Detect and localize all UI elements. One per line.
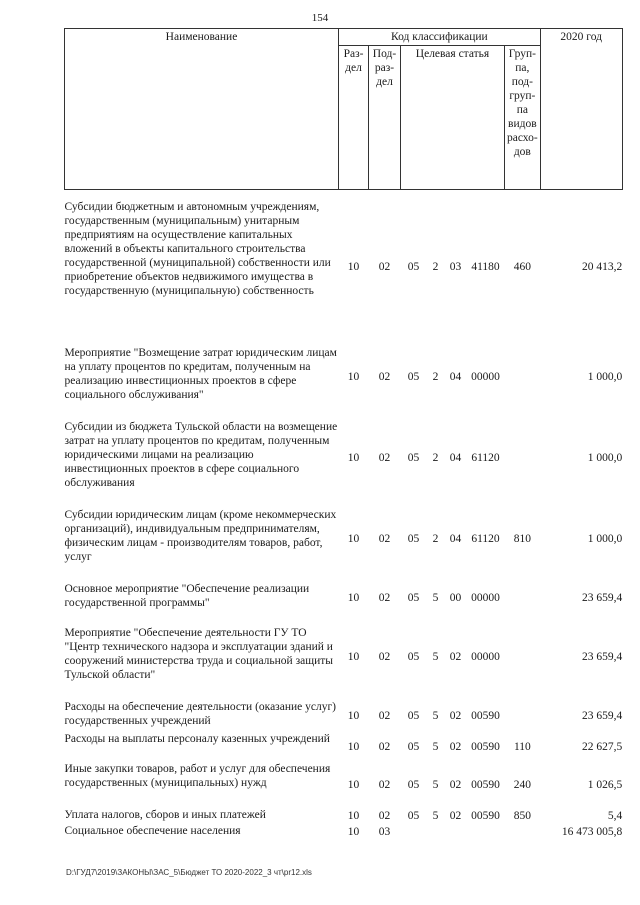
cell-name: Мероприятие "Обеспечение деятельности ГУ ТО "Центр технического надзора и эксплуатации зданий и сооружений министерства труда и социальной защиты Тульской области" xyxy=(64,627,333,681)
cell-podrazdel: 03 xyxy=(378,826,391,838)
cell-target-direction: 00000 xyxy=(471,651,500,663)
cell-name: Субсидии из бюджета Тульской области на возмещение затрат на уплату процентов по кредитам, полученным юридическими лицами на реализацию инвестиционных проектов в сфере социального обслуживания xyxy=(64,421,338,489)
cell-target-event: 02 xyxy=(449,710,462,722)
cell-name: Иные закупки товаров, работ и услуг для обеспечения государственных (муниципальных) нужд xyxy=(64,763,331,789)
cell-target-event xyxy=(445,824,467,840)
cell-razdel: 10 xyxy=(347,710,360,722)
cell-expense-group: 240 xyxy=(513,779,531,791)
cell-target-subprogram: 5 xyxy=(432,710,439,722)
cell-target-program: 05 xyxy=(407,592,420,604)
cell-name: Расходы на обеспечение деятельности (оказание услуг) государственных учреждений xyxy=(64,701,336,727)
cell-target-program: 05 xyxy=(407,371,420,383)
cell-amount: 1 000,0 xyxy=(587,452,623,464)
cell-name: Субсидии бюджетным и автономным учреждениям, государственным (муниципальным) унитарным предприятиям на осуществление капитальных вложений в объекты капитального строительства государственной (муниципальной) собственности или приобретение объектов недвижимого имущества в государственную (муниципальную) собственность xyxy=(64,201,331,297)
cell-amount: 1 000,0 xyxy=(587,533,623,545)
cell-target-direction: 00590 xyxy=(471,741,500,753)
cell-target-subprogram: 5 xyxy=(432,779,439,791)
cell-expense-group xyxy=(505,346,541,408)
cell-target-direction: 00590 xyxy=(471,710,500,722)
cell-expense-group xyxy=(505,626,541,688)
header-year: 2020 год xyxy=(540,29,622,190)
table-row xyxy=(65,200,623,334)
cell-expense-group: 110 xyxy=(513,741,531,753)
row-spacer xyxy=(65,496,623,508)
cell-target-event: 04 xyxy=(449,533,462,545)
cell-target-subprogram: 5 xyxy=(432,810,439,822)
cell-target-subprogram xyxy=(427,824,445,840)
table-row xyxy=(65,762,623,808)
header-podrazdel: Под- раз- дел xyxy=(369,46,401,190)
row-spacer xyxy=(65,190,623,201)
table-row xyxy=(65,420,623,496)
cell-razdel: 10 xyxy=(347,261,360,273)
cell-target-program: 05 xyxy=(407,779,420,791)
cell-razdel: 10 xyxy=(347,592,360,604)
cell-target-direction: 61120 xyxy=(471,533,500,545)
cell-target-subprogram: 2 xyxy=(432,533,439,545)
cell-name: Социальное обеспечение населения xyxy=(64,825,241,837)
cell-target-direction: 00590 xyxy=(471,779,500,791)
cell-podrazdel: 02 xyxy=(378,741,391,753)
cell-target-subprogram: 5 xyxy=(432,592,439,604)
cell-razdel: 10 xyxy=(347,371,360,383)
cell-target-direction: 00590 xyxy=(471,810,500,822)
cell-target-program: 05 xyxy=(407,261,420,273)
cell-target-event: 00 xyxy=(449,592,462,604)
cell-amount: 23 659,4 xyxy=(581,710,623,722)
cell-target-subprogram: 2 xyxy=(432,371,439,383)
cell-name: Мероприятие "Возмещение затрат юридическим лицам на уплату процентов по кредитам, полученным на реализацию инвестиционных проектов в сфере социального обслуживания" xyxy=(64,347,337,401)
header-classification: Код классификации xyxy=(339,29,541,46)
header-target: Целевая статья xyxy=(401,46,505,190)
cell-amount: 23 659,4 xyxy=(581,651,623,663)
cell-target-program: 05 xyxy=(407,710,420,722)
table-row xyxy=(65,626,623,688)
cell-target-event: 02 xyxy=(449,779,462,791)
cell-target-event: 04 xyxy=(449,452,462,464)
row-spacer xyxy=(65,570,623,582)
cell-name: Расходы на выплаты персоналу казенных учреждений xyxy=(64,733,330,745)
cell-razdel: 10 xyxy=(347,826,360,838)
table-row xyxy=(65,508,623,570)
cell-target-direction xyxy=(467,824,505,840)
cell-podrazdel: 02 xyxy=(378,710,391,722)
row-spacer xyxy=(65,614,623,626)
cell-target-subprogram: 2 xyxy=(432,452,439,464)
cell-expense-group xyxy=(505,420,541,496)
cell-podrazdel: 02 xyxy=(378,452,391,464)
cell-razdel: 10 xyxy=(347,741,360,753)
cell-amount: 16 473 005,8 xyxy=(561,826,623,838)
cell-amount: 20 413,2 xyxy=(581,261,623,273)
cell-target-program: 05 xyxy=(407,810,420,822)
cell-target-direction: 41180 xyxy=(471,261,500,273)
cell-target-event: 02 xyxy=(449,741,462,753)
cell-amount: 23 659,4 xyxy=(581,592,623,604)
cell-amount: 1 026,5 xyxy=(587,779,623,791)
cell-target-program: 05 xyxy=(407,452,420,464)
cell-expense-group xyxy=(505,582,541,614)
header-name: Наименование xyxy=(65,29,339,190)
table-row xyxy=(65,346,623,408)
cell-target-direction: 00000 xyxy=(471,371,500,383)
table-row xyxy=(65,732,623,762)
cell-podrazdel: 02 xyxy=(378,533,391,545)
header-group: Груп- па, под- груп- па видов расхо- дов xyxy=(505,46,541,190)
cell-target-subprogram: 2 xyxy=(432,261,439,273)
table-body xyxy=(65,190,623,841)
cell-target-program: 05 xyxy=(407,741,420,753)
cell-target-event: 04 xyxy=(449,371,462,383)
cell-name: Субсидии юридическим лицам (кроме некоммерческих организаций), индивидуальным предпринимателям, физическим лицам - производителям товаров, работ, услуг xyxy=(64,509,337,563)
cell-podrazdel: 02 xyxy=(378,779,391,791)
budget-table xyxy=(64,28,623,840)
cell-expense-group xyxy=(505,700,541,732)
cell-podrazdel: 02 xyxy=(378,261,391,273)
header-razdel: Раз- дел xyxy=(339,46,369,190)
cell-target-event: 02 xyxy=(449,651,462,663)
table-row xyxy=(65,582,623,614)
cell-target-event: 02 xyxy=(449,810,462,822)
cell-target-program: 05 xyxy=(407,651,420,663)
cell-amount: 5,4 xyxy=(607,810,623,822)
cell-podrazdel: 02 xyxy=(378,592,391,604)
cell-razdel: 10 xyxy=(347,651,360,663)
cell-name: Уплата налогов, сборов и иных платежей xyxy=(64,809,266,821)
page-number: 154 xyxy=(311,12,329,24)
cell-amount: 22 627,5 xyxy=(581,741,623,753)
cell-podrazdel: 02 xyxy=(378,371,391,383)
cell-expense-group: 850 xyxy=(513,810,531,822)
cell-name: Основное мероприятие "Обеспечение реализации государственной программы" xyxy=(64,583,310,609)
row-spacer xyxy=(65,334,623,346)
table-row xyxy=(65,824,623,840)
cell-target-direction: 00000 xyxy=(471,592,500,604)
cell-target-subprogram: 5 xyxy=(432,741,439,753)
table-row xyxy=(65,808,623,824)
cell-expense-group: 460 xyxy=(513,261,531,273)
cell-expense-group: 810 xyxy=(513,533,531,545)
row-spacer xyxy=(65,688,623,700)
file-path-footer: D:\ГУД7\2019\ЗАКОНЫ\ЗАС_5\Бюджет ТО 2020-2022_3 чт\pr12.xls xyxy=(66,868,312,877)
table-row xyxy=(65,700,623,732)
cell-podrazdel: 02 xyxy=(378,810,391,822)
cell-razdel: 10 xyxy=(347,810,360,822)
cell-target-event: 03 xyxy=(449,261,462,273)
row-spacer xyxy=(65,408,623,420)
cell-razdel: 10 xyxy=(347,779,360,791)
cell-target-direction: 61120 xyxy=(471,452,500,464)
cell-razdel: 10 xyxy=(347,452,360,464)
cell-target-program: 05 xyxy=(407,533,420,545)
cell-podrazdel: 02 xyxy=(378,651,391,663)
cell-amount: 1 000,0 xyxy=(587,371,623,383)
cell-target-program xyxy=(401,824,427,840)
cell-razdel: 10 xyxy=(347,533,360,545)
cell-expense-group xyxy=(505,824,541,840)
cell-target-subprogram: 5 xyxy=(432,651,439,663)
